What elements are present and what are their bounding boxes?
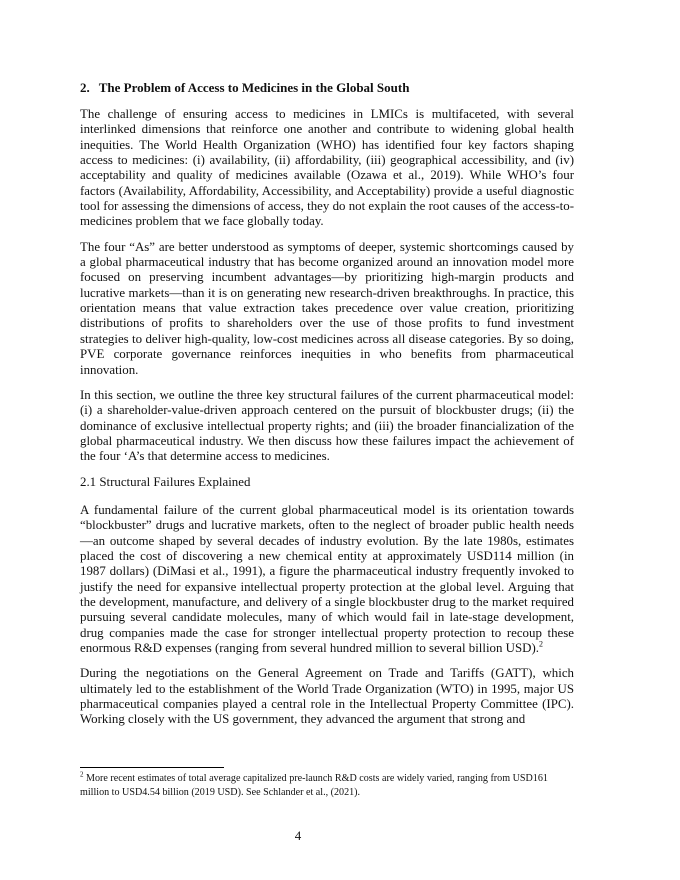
footnote-divider [80, 767, 224, 768]
subsection-heading: 2.1 Structural Failures Explained [80, 474, 251, 489]
section-number: 2. [80, 80, 90, 95]
paragraph-outline: In this section, we outline the three key structural failures of the current pharmaceutical model: (i) a shareholder-value-driven approach centered on the pursuit of blockbuster drugs; (ii) the dominance of exclusive intellectual property rights; and (iii) the broader financialization of the global pharmaceutical industry. We then discuss how these failures impact the achievement of the four ‘A’s that determine access to medicines. [80, 387, 574, 464]
page-body [80, 80, 574, 738]
paragraph-gatt: During the negotiations on the General Agreement on Trade and Tariffs (GATT), which ultimately led to the establishment of the World Trade Organization (WTO) in 1995, major US pharmaceutical companies played a central role in the Intellectual Property Committee (IPC). Working closely with the US government, they advanced the argument that strong and [80, 666, 574, 727]
section-title: The Problem of Access to Medicines in the Global South [98, 80, 410, 95]
footnote [80, 772, 574, 800]
paragraph-four-as: The four “As” are better understood as symptoms of deeper, systemic shortcomings caused by a global pharmaceutical industry that has become organized around an innovation model more focused on preserving incumbent advantages—by prioritizing high-margin products and lucrative markets—than it is on generating new research-driven breakthroughs. In practice, this orientation means that value extraction takes precedence over value creation, prioritizing distributions of profits to shareholders over the use of those profits to fund investment strategies to deliver high-quality, low-cost medicines across all disease categories. By so doing, PVE corporate governance reinforces inequities in who benefits from pharmaceutical innovation. [80, 239, 574, 377]
footnote-marker: 2 [80, 770, 84, 779]
paragraph-blockbuster-text: A fundamental failure of the current global pharmaceutical model is its orientation towards “blockbuster” drugs and lucrative markets, often to the neglect of broader public health needs—an outcome shaped by several decades of industry evolution. By the late 1980s, estimates placed the cost of discovering a new chemical entity at approximately USD114 million (in 1987 dollars) (DiMasi et al., 1991), a figure the pharmaceutical industry frequently invoked to justify the need for expansive intellectual property protection at the global level. Arguing that the development, manufacture, and delivery of a single blockbuster drug to the market required pursuing several candidate molecules, many of which would fail in late-stage development, drug companies made the case for stronger intellectual property protection to recoup these enormous R&D expenses (ranging from several hundred million to several billion USD). [80, 502, 574, 655]
paragraph-intro: The challenge of ensuring access to medicines in LMICs is multifaceted, with several interlinked dimensions that reinforce one another and contribute to widening global health inequities. The World Health Organization (WHO) has identified four key factors shaping access to medicines: (i) availability, (ii) affordability, (iii) geographical accessibility, and (iv) acceptability and quality of medicines available (Ozawa et al., 2019). While WHO’s four factors (Availability, Affordability, Accessibility, and Acceptability) provide a useful diagnostic tool for assessing the dimensions of access, they do not explain the root causes of the access-to-medicines problem that we face globally today. [80, 107, 574, 229]
section-heading [80, 80, 574, 96]
paragraph-blockbuster [80, 503, 574, 656]
footnote-text: More recent estimates of total average capitalized pre-launch R&D costs are widely varied, ranging from USD161 million to USD4.54 billion (2019 USD). See Schlander et al., (2021). [80, 773, 548, 798]
page-number: 4 [294, 828, 302, 843]
footnote-reference[interactable]: 2 [538, 639, 543, 649]
